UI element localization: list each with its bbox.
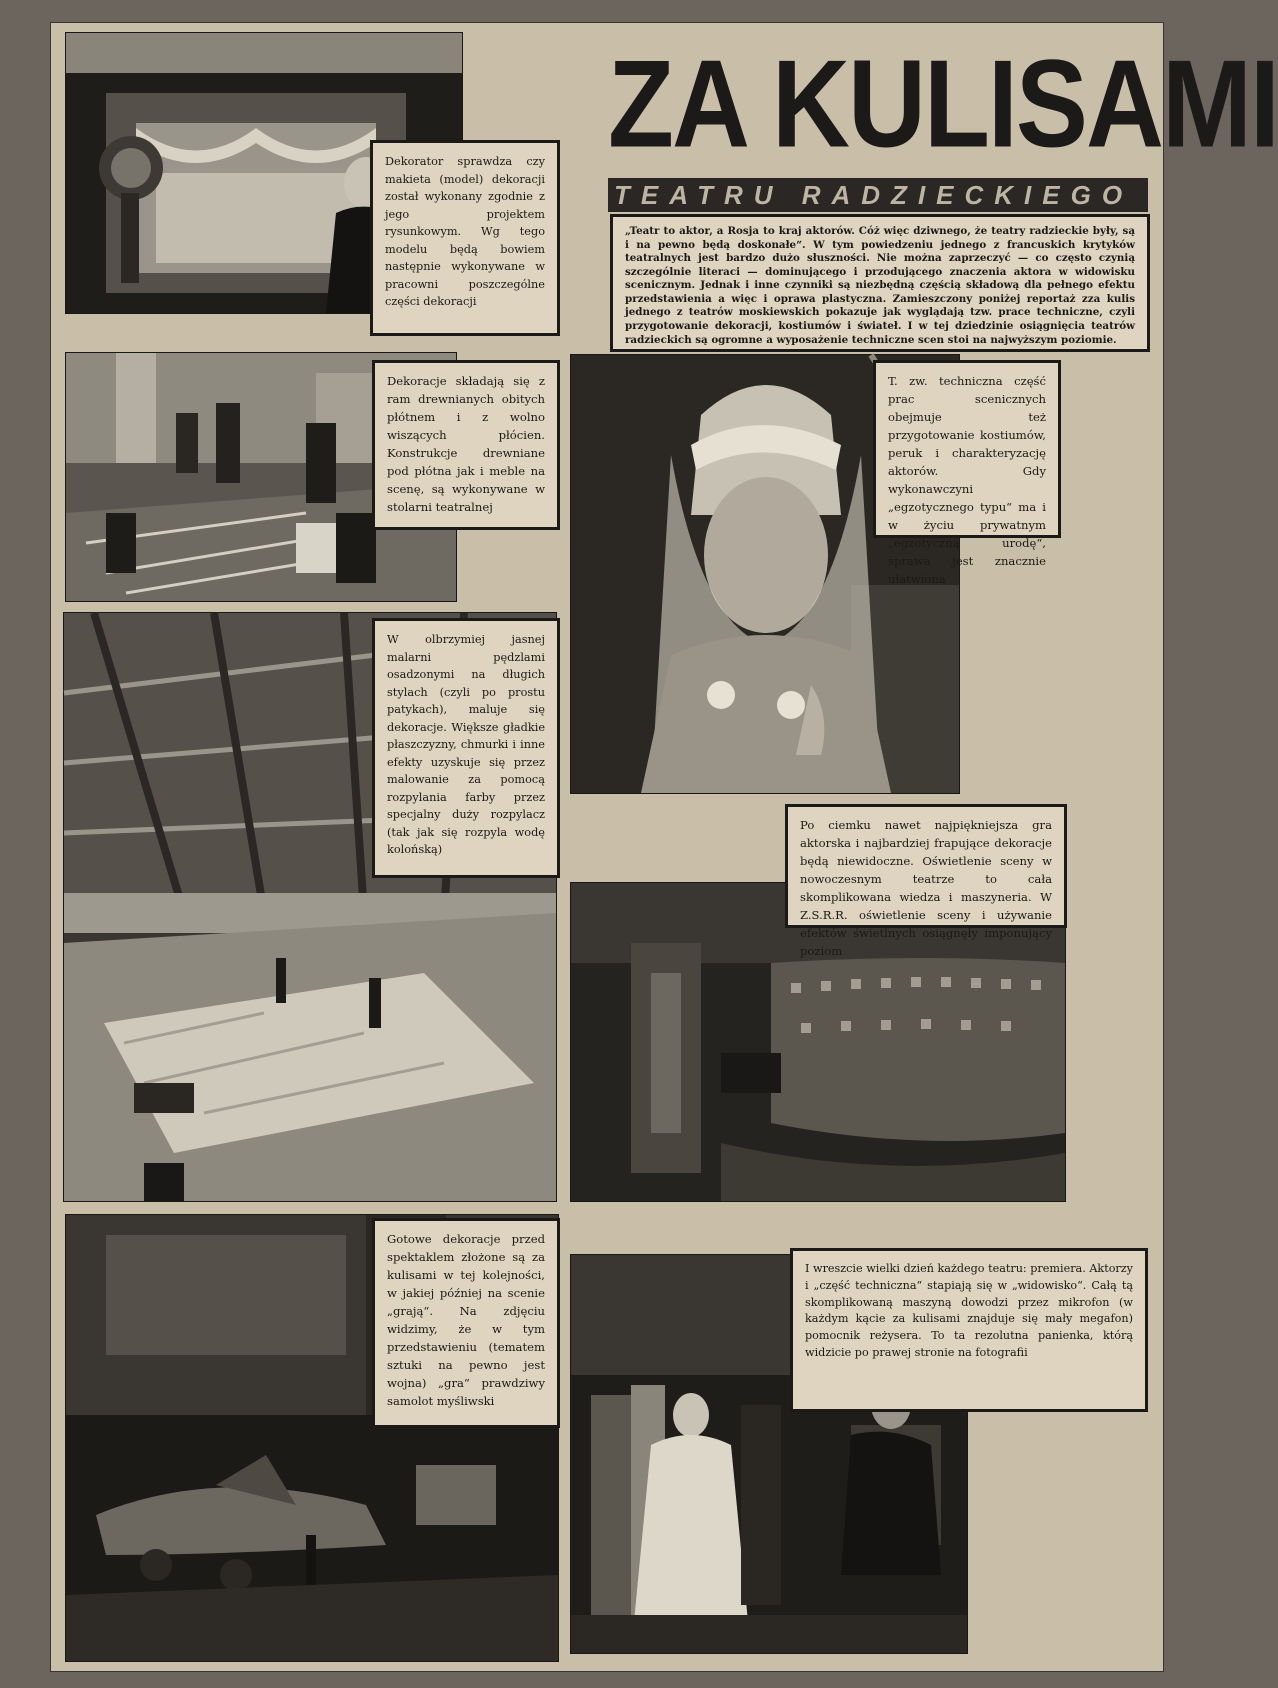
magazine-page: [50, 22, 1278, 1672]
caption-costumed-actress: T. zw. techniczna część prac scenicznych obejmuje też przygotowanie kostiumów, peruk i charakteryzację aktorów. Gdy wykonawczyni „egzotycznego typu“ ma i w życiu prywatnym „egzotyczną urodę“, sprawa jest znacznie ułatwiona: [873, 360, 1061, 538]
caption-stage-model: Dekorator sprawdza czy makieta (model) dekoracji został wykonany zgodnie z jego projektem rysunkowym. Wg tego modelu będą bowiem następnie wykonywane w pracowni poszczególne części dekoracji: [370, 140, 560, 336]
page-subtitle: TEATRU RADZIECKIEGO: [608, 178, 1148, 212]
intro-text: „Teatr to aktor, a Rosja to kraj aktorów. Cóż więc dziwnego, że teatry radzieckie były, są i na pewno będą doskonałe“. W tym powiedzeniu jednego z francuskich krytyków teatralnych jest bardzo dużo słuszności. Nie można zaprzeczyć — co często czynią szczególnie literaci — dominującego i przodującego znaczenia aktora w widowisku scenicznym. Jednak i inne czynniki są niezbędną częścią składową dla pełnego efektu przedstawienia a więc i oprawa plastyczna. Zamieszczony poniżej reportaż zza kulis jednego z teatrów moskiewskich pokazuje jak wyglądają tzw. prace techniczne, czyli przygotowanie dekoracji, kostiumów i świateł. I w tej dziedzinie osiągnięcia teatrów radzieckich są ogromne a wyposażenie techniczne scen stoi na najwyższym poziomie.: [610, 214, 1150, 352]
caption-premiere-backstage: I wreszcie wielki dzień każdego teatru: premiera. Aktorzy i „część techniczna“ stapiają się w „widowisko“. Całą tą skomplikowaną maszyną dowodzi przez mikrofon (w każdym kącie za kulisami znajduje się mały megafon) pomocnik reżysera. To ta rezolutna panienka, którą widzicie po prawej stronie na fotografii: [790, 1248, 1148, 1412]
caption-lighting-control-room: Po ciemku nawet najpiękniejsza gra aktorska i najbardziej frapujące dekoracje będą niewidoczne. Oświetlenie sceny w nowoczesnym teatrze to cała skomplikowana wiedza i maszyneria. W Z.S.R.R. oświetlenie sceny i używanie efektów świetlnych osiągnęły imponujący poziom: [785, 804, 1067, 928]
page-title: ZA KULISAMI: [608, 33, 1278, 174]
caption-carpentry-workshop: Dekoracje składają się z ram drewnianych obitych płótnem i z wolno wiszących płócien. Konstrukcje drewniane pod płótna jak i meble na scenę, są wykonywane w stolarni teatralnej: [372, 360, 560, 530]
caption-backstage-airplane: Gotowe dekoracje przed spektaklem złożone są za kulisami w tej kolejności, w jakiej później na scenie „grają“. Na zdjęciu widzimy, że w tym przedstawieniu (tematem sztuki na pewno jest wojna) „gra“ prawdziwy samolot myśliwski: [372, 1218, 560, 1428]
caption-paint-shop: W olbrzymiej jasnej malarni pędzlami osadzonymi na długich stylach (czyli po prostu patykach), maluje się dekoracje. Większe gładkie płaszczyzny, chmurki i inne efekty uzyskuje się przez malowanie za pomocą rozpylania farby przez specjalny duży rozpylacz (tak jak się rozpyla wodę kolońską): [372, 618, 560, 878]
